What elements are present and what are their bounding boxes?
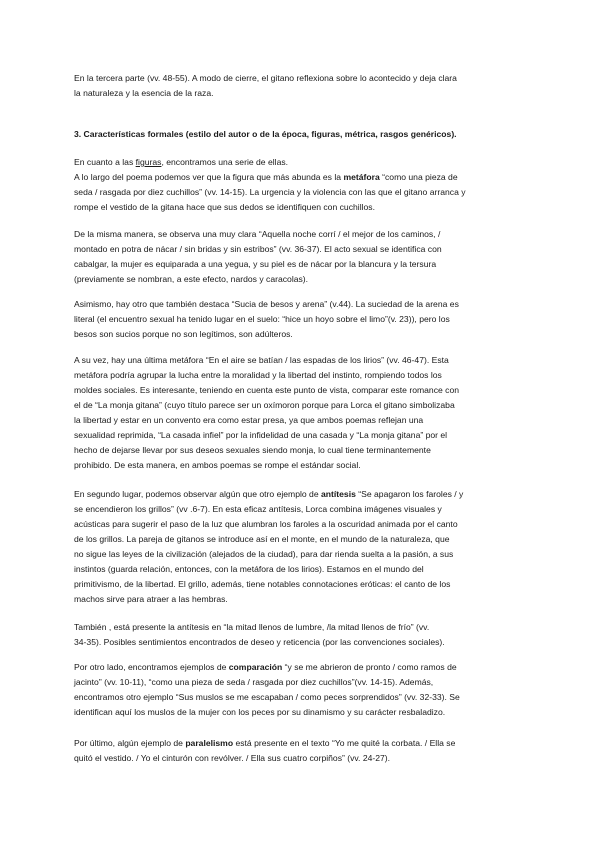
paralelismo-line [74,736,528,751]
text-line: de los grillos. La pareja de gitanos se introduce así en el monte, en el mundo de la naturaleza, que [74,534,450,544]
section-heading [74,127,528,142]
text-line: hecho de dejarse llevar por sus deseos sexuales siendo monja, lo cual tiene terminantemente [74,445,431,455]
metafora-keyword: metáfora [343,172,380,182]
text-line: el de “La monja gitana” (cuyo título parece ser un oxímoron porque para Lorca el gitano simbolizaba [74,400,455,410]
text-line: primitivismo, de la libertad. El grillo, además, tiene notables connotaciones eróticas: el canto de los [74,579,451,589]
text-run: En segundo lugar, podemos observar algún que otro ejemplo de [74,489,321,499]
metafora-line [74,170,528,185]
text-line: moldes sociales. Es interesante, teniendo en cuenta este punto de vista, comparar este romance con [74,385,460,395]
metafora-paragraph [74,155,528,215]
text-run: “como una pieza de [379,172,458,182]
antitesis-line [74,487,528,502]
text-line: no sigue las leyes de la civilización (alejados de la ciudad), para dar rienda suelta a la pasión, a sus [74,549,454,559]
figuras-keyword: figuras [135,157,162,167]
text-line: A su vez, hay una última metáfora “En el aire se batían / las espadas de los lirios” (vv. 46-47). Esta [74,355,449,365]
text-run: Por otro lado, encontramos ejemplos de [74,662,229,672]
text-line: Asimismo, hay otro que también destaca “Sucia de besos y arena” (v.44). La suciedad de la arena es [74,299,459,309]
comparacion-keyword: comparación [228,662,283,672]
text-line: sexualidad reprimida, “La casada infiel” por la infidelidad de una casada y “La monja gitana” por el [74,430,448,440]
comparacion-line [74,660,528,675]
text-run: “y se me abrieron de pronto / como ramos de [282,662,457,672]
text-run: En cuanto a las [74,157,136,167]
paralelismo-paragraph [74,736,528,766]
text-line: 34-35). Posibles sentimientos encontrados de deseo y reticencia (por las convenciones sociales). [74,637,445,647]
text-line: (previamente se nombran, a este efecto, nardos y caracolas). [74,274,309,284]
text-line: identifican aquí los muslos de la mujer con los peces por su dinamismo y su carácter resbaladizo. [74,707,446,717]
asimismo-paragraph [74,297,528,342]
antitesis-keyword: antítesis [321,489,356,499]
text-line: machos sirve para atraer a las hembras. [74,594,228,604]
text-run: A lo largo del poema podemos ver que la figura que más abunda es la [74,172,344,182]
antitesis-paragraph [74,487,528,607]
text-line: metáfora podría agrupar la lucha entre la moralidad y la libertad del instinto, rompiendo todos los [74,370,442,380]
text-line: quitó el vestido. / Yo el cinturón con revólver. / Ella sus cuatro corpiños” (vv. 24-27). [74,753,391,763]
section-heading-text: 3. Características formales (estilo del autor o de la época, figuras, métrica, rasgos genéricos). [74,129,457,139]
intro-paragraph [74,71,528,101]
text-run: está presente en el texto “Yo me quité la corbata. / Ella se [233,738,456,748]
text-run: Por último, algún ejemplo de [74,738,186,748]
text-line: montado en potra de nácar / sin bridas y sin estribos” (vv. 36-37). El acto sexual se identifica con [74,244,442,254]
ultima-metafora-paragraph [74,353,528,473]
text-line: encontramos otro ejemplo “Sus muslos se me escapaban / como peces sorprendidos” (vv. 32-33). Se [74,692,460,702]
text-line: En la tercera parte (vv. 48-55). A modo de cierre, el gitano reflexiona sobre lo acontecido y deja clara [74,73,457,83]
tambien-paragraph [74,620,528,650]
text-line: besos son sucios porque no son legítimos, son adúlteros. [74,329,293,339]
text-run: “Se apagaron los faroles / y [355,489,464,499]
text-line: acústicas para sugerir el paso de la luz que alumbran los faroles a la oscuridad animada por el canto [74,519,458,529]
paralelismo-keyword: paralelismo [185,738,234,748]
text-line: De la misma manera, se observa una muy clara “Aquella noche corrí / el mejor de los caminos, / [74,229,441,239]
text-line: jacinto” (vv. 10-11), “como una pieza de seda / rasgada por diez cuchillos”(vv. 14-15). Además, [74,677,434,687]
text-line: prohibido. De esta manera, en ambos poemas se rompe el estándar social. [74,460,361,470]
text-line: seda / rasgada por diez cuchillos” (vv. 14-15). La urgencia y la violencia con las que el gitano arranca y [74,187,466,197]
text-run: , encontramos una serie de ellas. [161,157,289,167]
text-line: se encendieron los grillos” (vv .6-7). En esta eficaz antítesis, Lorca combina imágenes visuales y [74,504,442,514]
text-line: literal (el encuentro sexual ha tenido lugar en el suelo: “hice un hoyo sobre el limo”(v. 23)), pero los [74,314,450,324]
text-line: rompe el vestido de la gitana hace que sus dedos se identifiquen con cuchillos. [74,202,375,212]
text-line: También , está presente la antítesis en “la mitad llenos de lumbre, /la mitad llenos de frío” (vv. [74,622,430,632]
comparacion-paragraph [74,660,528,720]
text-line: instintos (guarda relación, entonces, con la metáfora de los lirios). Estamos en el mundo del [74,564,424,574]
text-line: cabalgar, la mujer es equiparada a una yegua, y su piel es de nácar por la blancura y la tersura [74,259,437,269]
text-line: la naturaleza y la esencia de la raza. [74,88,214,98]
text-line: la libertad y estar en un convento era como estar presa, ya que ambos poemas reflejan una [74,415,424,425]
figuras-intro-line [74,155,528,170]
misma-manera-paragraph [74,227,528,287]
